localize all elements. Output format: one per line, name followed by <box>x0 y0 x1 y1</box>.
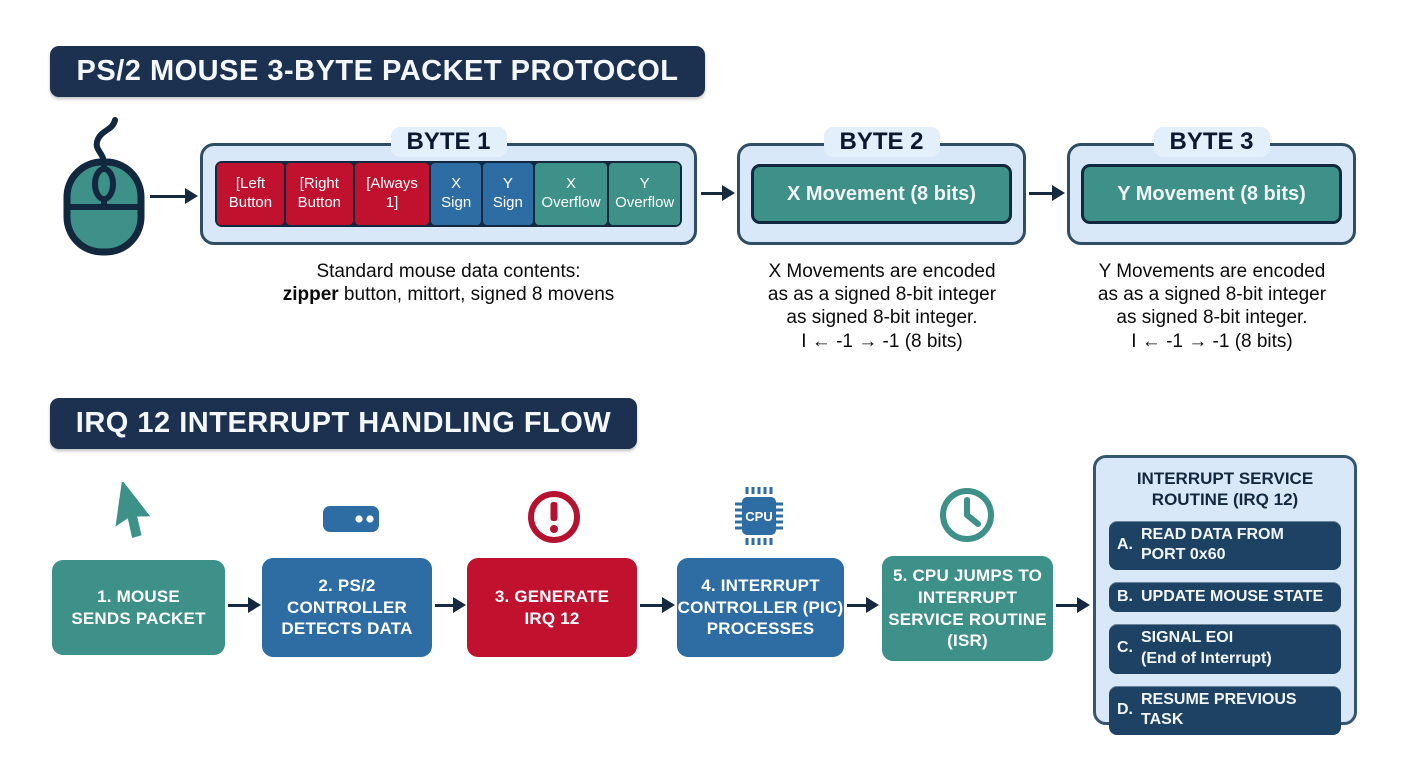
step-4-interrupt-controller-pic: 4. INTERRUPT CONTROLLER (PIC) PROCESSES <box>677 558 844 657</box>
byte3-caption: Y Movements are encoded as as a signed 8-bit integer as signed 8-bit integer. I ← -1 → -1 (8 bits) <box>1097 261 1327 352</box>
cursor-icon <box>112 482 164 546</box>
cell-x-overflow: X Overflow <box>535 163 608 225</box>
arrow-byte2-to-byte3 <box>1029 192 1053 195</box>
cell-left-button: [Left Button <box>217 163 284 225</box>
byte1-container <box>200 128 697 245</box>
byte2-label: BYTE 2 <box>823 127 939 157</box>
arrow-step4-step5 <box>847 604 867 607</box>
step-2-ps2-controller-detects: 2. PS/2 CONTROLLER DETECTS DATA <box>262 558 432 657</box>
step-5-cpu-jumps-to-isr: 5. CPU JUMPS TO INTERRUPT SERVICE ROUTINE (ISR) <box>882 556 1053 661</box>
byte3-container <box>1067 128 1356 245</box>
step-3-generate-irq12: 3. GENERATE IRQ 12 <box>467 558 637 657</box>
cell-y-sign: Y Sign <box>483 163 533 225</box>
clock-icon <box>938 486 996 544</box>
arrow-step2-step3 <box>435 604 454 607</box>
byte2-container <box>737 128 1026 245</box>
byte2-caption: X Movements are encoded as as a signed 8-bit integer as signed 8-bit integer. I ← -1 → -1 (8 bits) <box>767 261 997 352</box>
isr-item-d: D. RESUME PREVIOUS TASK <box>1109 686 1341 736</box>
byte1-label: BYTE 1 <box>390 127 506 157</box>
cpu-chip-icon <box>730 485 790 547</box>
cell-right-button: [Right Button <box>286 163 353 225</box>
section1-title: PS/2 MOUSE 3-BYTE PACKET PROTOCOL <box>50 46 705 97</box>
isr-item-c: C. SIGNAL EOI (End of Interrupt) <box>1109 624 1341 674</box>
cell-always-1: [Always 1] <box>355 163 430 225</box>
isr-item-b: B. UPDATE MOUSE STATE <box>1109 582 1341 612</box>
arrow-mouse-to-byte1 <box>150 195 186 198</box>
section2-title: IRQ 12 INTERRUPT HANDLING FLOW <box>50 398 637 449</box>
isr-title: INTERRUPT SERVICE ROUTINE (IRQ 12) <box>1136 469 1314 510</box>
cell-y-overflow: Y Overflow <box>609 163 680 225</box>
x-movement-box: X Movement (8 bits) <box>751 164 1012 224</box>
step-1-mouse-sends-packet: 1. MOUSE SENDS PACKET <box>52 560 225 655</box>
mouse-icon <box>55 116 151 256</box>
isr-panel <box>1093 455 1357 729</box>
ps2-connector-icon <box>322 505 380 533</box>
byte1-cells <box>215 161 682 227</box>
cpu-icon-label: CPU <box>745 509 773 524</box>
arrow-byte1-to-byte2 <box>701 192 723 195</box>
cell-x-sign: X Sign <box>431 163 481 225</box>
byte3-label: BYTE 3 <box>1153 127 1269 157</box>
byte1-caption: Standard mouse data contents: zipper button, mittort, signed 8 movens <box>282 261 615 306</box>
arrow-step1-step2 <box>228 604 249 607</box>
isr-item-a: A. READ DATA FROM PORT 0x60 <box>1109 521 1341 571</box>
alert-icon <box>526 489 582 545</box>
arrow-step3-step4 <box>640 604 663 607</box>
isr-items <box>1109 521 1341 736</box>
y-movement-box: Y Movement (8 bits) <box>1081 164 1342 224</box>
arrow-step5-isr <box>1056 604 1078 607</box>
